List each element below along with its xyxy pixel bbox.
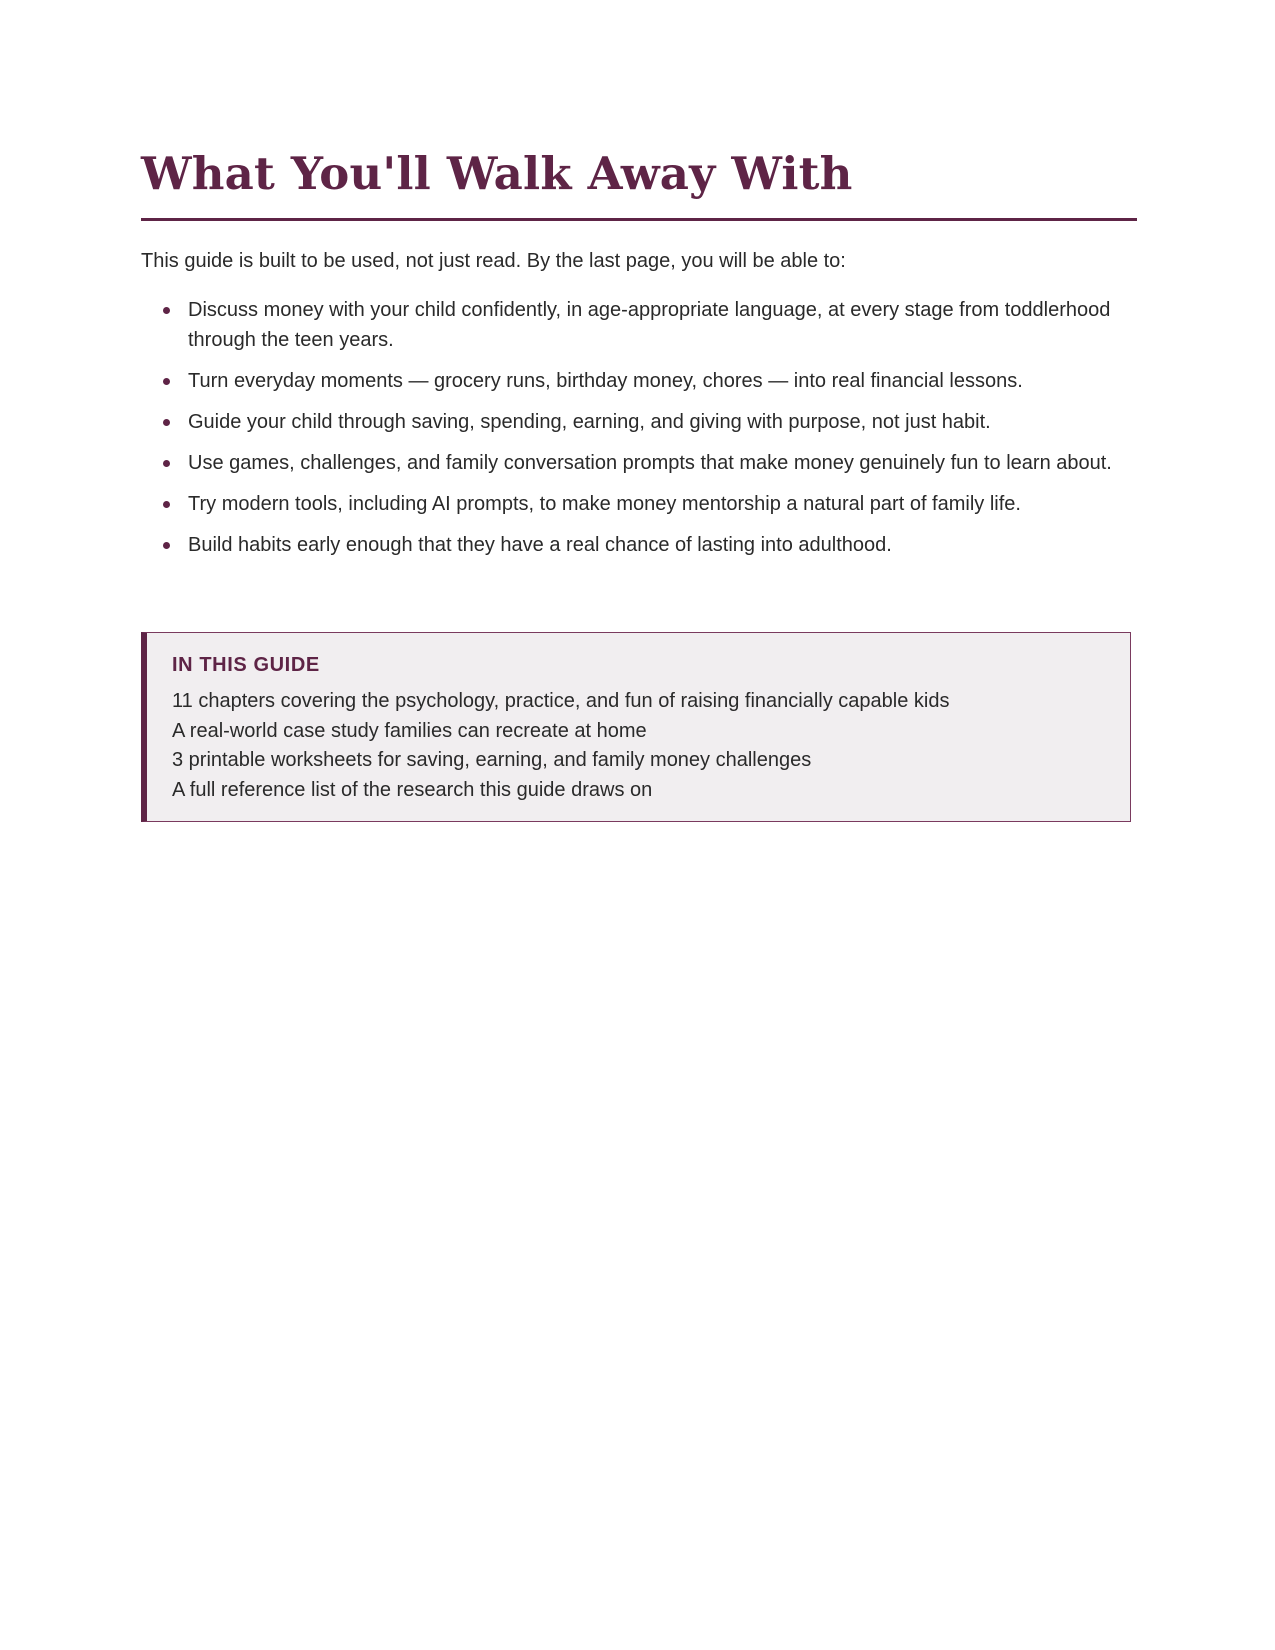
list-item xyxy=(141,489,1141,519)
list-item-text: Try modern tools, including AI prompts, to make money mentorship a natural part of family life. xyxy=(188,493,1021,515)
list-item xyxy=(141,295,1141,355)
bullet-icon xyxy=(163,419,170,426)
in-this-guide-callout xyxy=(141,632,1131,822)
callout-line: A full reference list of the research this guide draws on xyxy=(172,778,653,801)
list-item xyxy=(141,530,1141,560)
bullet-icon xyxy=(163,542,170,549)
callout-line: 3 printable worksheets for saving, earning, and family money challenges xyxy=(172,749,812,771)
callout-line: A real-world case study families can recreate at home xyxy=(172,719,647,742)
bullet-icon xyxy=(163,460,170,467)
bullet-icon xyxy=(163,307,170,314)
intro-paragraph: This guide is built to be used, not just read. By the last page, you will be able to: xyxy=(141,250,846,272)
list-item xyxy=(141,448,1141,478)
list-item xyxy=(141,407,1141,437)
list-item-text: Use games, challenges, and family conversation prompts that make money genuinely fun to learn about. xyxy=(188,452,1112,474)
list-item-text: Build habits early enough that they have a real chance of lasting into adulthood. xyxy=(188,534,892,556)
title-divider xyxy=(141,218,1137,221)
page-title: What You'll Walk Away With xyxy=(141,147,853,200)
bullet-icon xyxy=(163,501,170,508)
callout-heading: IN THIS GUIDE xyxy=(172,654,320,676)
list-item-text: Turn everyday moments — grocery runs, birthday money, chores — into real financial lessons. xyxy=(188,370,1023,392)
bullet-icon xyxy=(163,378,170,385)
list-item-text: Guide your child through saving, spending, earning, and giving with purpose, not just habit. xyxy=(188,411,991,433)
callout-line: 11 chapters covering the psychology, practice, and fun of raising financially capable kids xyxy=(172,690,950,712)
outcomes-list xyxy=(141,295,1141,560)
list-item xyxy=(141,366,1141,396)
document-page xyxy=(141,0,1141,801)
list-item-text: Discuss money with your child confidently, in age-appropriate language, at every stage from toddlerhood through the teen years. xyxy=(188,299,1111,351)
